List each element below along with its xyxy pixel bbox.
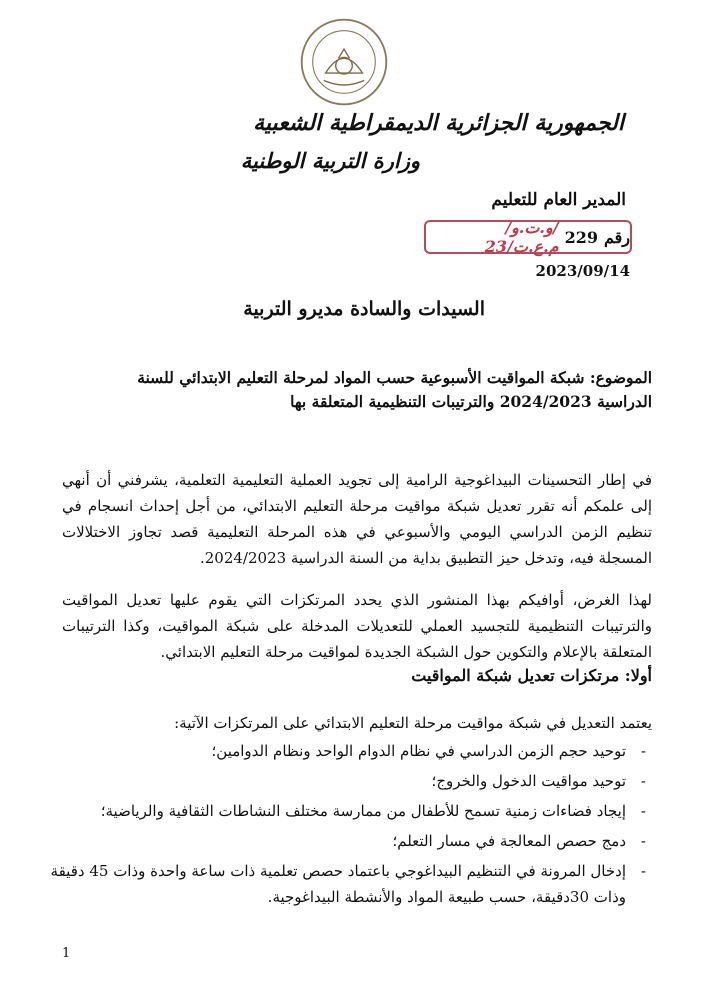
section-intro: يعتمد التعديل في شبكة مواقيت مرحلة التعليم الابتدائي على المرتكزات الآتية: xyxy=(174,714,652,732)
subject-line xyxy=(92,366,652,414)
reference-number: 229 xyxy=(564,227,598,247)
subject-text: شبكة المواقيت الأسبوعية حسب المواد لمرحلة التعليم الابتدائي للسنة الدراسية 2024/2023 والترتيبات التنظيمية المتعلقة بها xyxy=(137,368,652,411)
republic-title: الجمهورية الجزائرية الديمقراطية الشعبية xyxy=(253,110,624,136)
document-date: 2023/09/14 xyxy=(535,262,630,280)
body-paragraph: لهذا الغرض، أوافيكم بهذا المنشور الذي يحدد المرتكزات التي يقوم عليها تعديل المواقيت والترتيبات التنظيمية للتجسيد العملي للتعديلات المدخلة على شبكة المواقيت، وكذا الترتيبات المتعلقة بالإعلام والتكوين حول الشبكة الجديدة لمواقيت مرحلة التعليم الابتدائي. xyxy=(62,591,652,661)
subject-label: الموضوع: xyxy=(589,368,652,387)
reference-code: /و.ت.و/ م.ع.ت/23 xyxy=(484,218,559,256)
list-item: - إدخال المرونة في التنظيم البيداغوجي باعتماد حصص تعلمية ذات ساعة واحدة وذات 45 دقيقة وذات 30دقيقة، حسب طبيعة المواد والأنشطة البيداغوجية. xyxy=(46,858,646,910)
section-heading: أولا: مرتكزات تعديل شبكة المواقيت xyxy=(411,666,652,685)
list-item: - دمج حصص المعالجة في مسار التعلم؛ xyxy=(46,828,646,854)
state-emblem-seal xyxy=(298,16,390,108)
ministry-title: وزارة التربية الوطنية xyxy=(240,148,420,173)
criteria-list xyxy=(46,738,646,914)
list-item: - توحيد حجم الزمن الدراسي في نظام الدوام الواحد ونظام الدوامين؛ xyxy=(46,738,646,764)
page-number: 1 xyxy=(62,946,71,961)
addressee: السيدات والسادة مديرو التربية xyxy=(243,298,485,320)
reference-number-stamp xyxy=(424,220,632,254)
reference-prefix: رقم xyxy=(603,227,630,247)
body-paragraph: في إطار التحسينات البيداغوجية الرامية إلى تجويد العملية التعليمية التعلمية، يشرفني أن أنهي إلى علمكم أنه تقرر تعديل شبكة مواقيت مرحلة التعليم الابتدائي، من أجل إحداث انسجام في تنظيم الزمن الدراسي اليومي والأسبوعي في هذه المرحلة التعليمية قصد تجاوز الاختلالات المسجلة فيه، وتدخل حيز التطبيق بداية من السنة الدراسية 2024/2023. xyxy=(62,471,652,567)
list-item: - إيجاد فضاءات زمنية تسمح للأطفال من ممارسة مختلف النشاطات الثقافية والرياضية؛ xyxy=(46,798,646,824)
list-item: - توحيد مواقيت الدخول والخروج؛ xyxy=(46,768,646,794)
director-general-title: المدير العام للتعليم xyxy=(491,190,626,210)
